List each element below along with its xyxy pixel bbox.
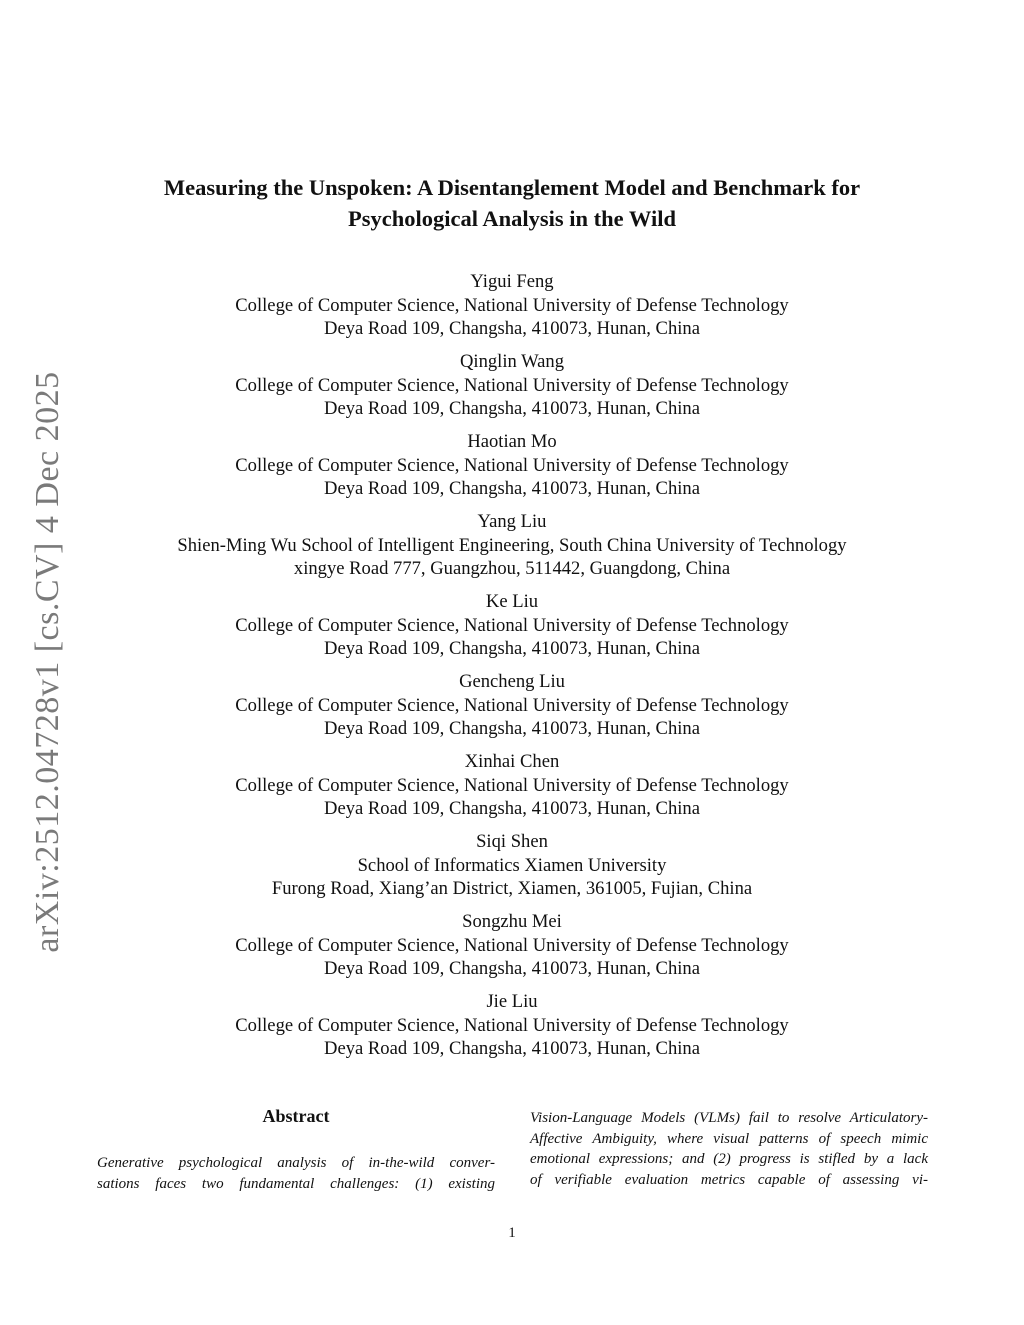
author-name: Jie Liu bbox=[486, 991, 538, 1012]
author-address: Deya Road 109, Changsha, 410073, Hunan, China bbox=[324, 638, 700, 659]
author-affiliation: College of Computer Science, National University of Defense Technology bbox=[235, 694, 789, 716]
author-block bbox=[0, 990, 1024, 1070]
abstract-text-left bbox=[97, 1153, 495, 1194]
abstract-line: sations faces two fundamental challenges: (1) existing bbox=[97, 1175, 495, 1192]
author-address: Furong Road, Xiang’an District, Xiamen, 361005, Fujian, China bbox=[271, 878, 753, 899]
title-line: Measuring the Unspoken: A Disentanglement Model and Benchmark for bbox=[163, 175, 861, 200]
author-address: Deya Road 109, Changsha, 410073, Hunan, China bbox=[324, 478, 700, 499]
author-block bbox=[0, 670, 1024, 750]
abstract-line: emotional expressions; and (2) progress is stifled by a lack bbox=[530, 1151, 928, 1167]
title-line: Psychological Analysis in the Wild bbox=[348, 206, 676, 231]
abstract-line: Affective Ambiguity, where visual patterns of speech mimic bbox=[530, 1130, 928, 1147]
abstract-line: Vision-Language Models (VLMs) fail to resolve Articulatory- bbox=[530, 1110, 928, 1126]
arxiv-stamp: arXiv:2512.04728v1 [cs.CV] 4 Dec 2025 bbox=[29, 371, 66, 953]
paper-title bbox=[0, 172, 1024, 234]
author-name: Siqi Shen bbox=[476, 831, 548, 852]
author-name: Haotian Mo bbox=[467, 431, 557, 452]
author-affiliation: College of Computer Science, National University of Defense Technology bbox=[235, 614, 789, 636]
author-block bbox=[0, 430, 1024, 510]
author-affiliation: College of Computer Science, National University of Defense Technology bbox=[235, 774, 789, 796]
author-address: Deya Road 109, Changsha, 410073, Hunan, China bbox=[324, 718, 700, 739]
author-affiliation: College of Computer Science, National University of Defense Technology bbox=[235, 454, 789, 476]
author-affiliation: College of Computer Science, National University of Defense Technology bbox=[235, 374, 789, 396]
author-name: Gencheng Liu bbox=[459, 671, 565, 692]
page-number: 1 bbox=[508, 1225, 516, 1241]
author-block bbox=[0, 510, 1024, 590]
author-block bbox=[0, 830, 1024, 910]
author-block bbox=[0, 750, 1024, 830]
abstract-heading: Abstract bbox=[262, 1106, 330, 1126]
author-address: Deya Road 109, Changsha, 410073, Hunan, China bbox=[324, 1038, 700, 1059]
author-name: Songzhu Mei bbox=[462, 911, 562, 932]
author-address: Deya Road 109, Changsha, 410073, Hunan, China bbox=[324, 398, 700, 419]
author-block bbox=[0, 350, 1024, 430]
author-list bbox=[0, 270, 1024, 1070]
abstract-line: Generative psychological analysis of in-the-wild conver- bbox=[97, 1155, 495, 1171]
author-block bbox=[0, 270, 1024, 350]
author-affiliation: Shien-Ming Wu School of Intelligent Engineering, South China University of Technology bbox=[177, 534, 847, 556]
author-address: xingye Road 777, Guangzhou, 511442, Guangdong, China bbox=[293, 558, 731, 579]
author-affiliation: College of Computer Science, National University of Defense Technology bbox=[235, 294, 789, 316]
author-affiliation: School of Informatics Xiamen University bbox=[357, 854, 667, 876]
author-name: Yigui Feng bbox=[470, 271, 554, 292]
author-address: Deya Road 109, Changsha, 410073, Hunan, China bbox=[324, 958, 700, 979]
author-address: Deya Road 109, Changsha, 410073, Hunan, China bbox=[324, 318, 700, 339]
abstract-text-right bbox=[530, 1108, 928, 1190]
author-block bbox=[0, 590, 1024, 670]
author-name: Yang Liu bbox=[477, 511, 547, 532]
abstract-line: of verifiable evaluation metrics capable of assessing vi- bbox=[530, 1171, 928, 1188]
author-name: Xinhai Chen bbox=[464, 751, 560, 772]
author-name: Qinglin Wang bbox=[459, 351, 565, 372]
author-block bbox=[0, 910, 1024, 990]
author-affiliation: College of Computer Science, National University of Defense Technology bbox=[235, 1014, 789, 1036]
author-name: Ke Liu bbox=[485, 591, 539, 612]
author-affiliation: College of Computer Science, National University of Defense Technology bbox=[235, 934, 789, 956]
author-address: Deya Road 109, Changsha, 410073, Hunan, China bbox=[324, 798, 700, 819]
